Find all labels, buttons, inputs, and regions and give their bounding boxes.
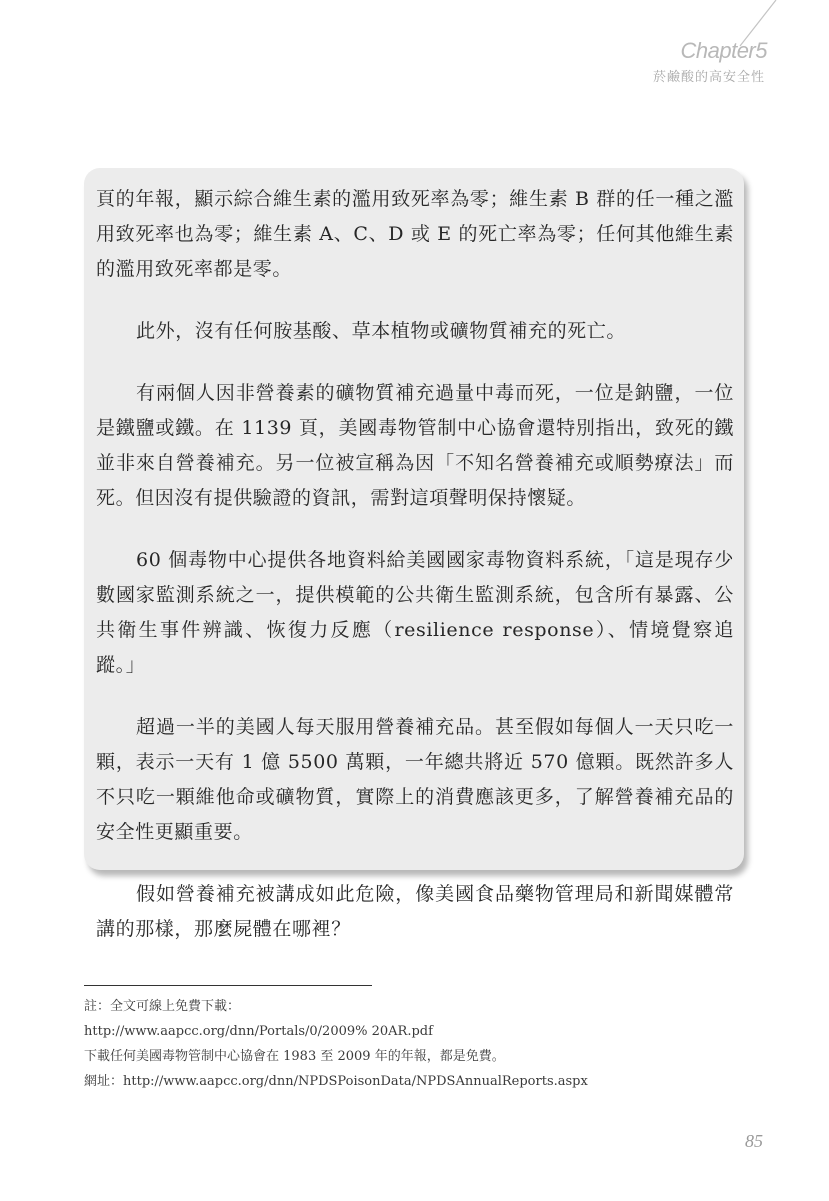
footnotes [84,994,744,1094]
chapter-title: Chapter5 [680,38,767,63]
footnote-link[interactable]: http://www.aapcc.org/dnn/Portals/0/2009% 20AR.pdf [84,1024,433,1039]
footnote-note: 註：全文可線上免費下載： [84,999,241,1014]
paragraph: 60 個毒物中心提供各地資料給美國國家毒物資料系統，「這是現存少數國家監測系統之一，提供模範的公共衛生監測系統，包含所有暴露、公共衛生事件辨識、恢復力反應（resilience response）、情境覺察追蹤。」 [96,549,734,676]
paragraph: 超過一半的美國人每天服用營養補充品。甚至假如每個人一天只吃一顆，表示一天有 1 億 5500 萬顆，一年總共將近 570 億顆。既然許多人不只吃一顆維他命或礦物質，實際上的消費應該更多，了解營養補充品的安全性更顯重要。 [96,716,734,843]
footnote-divider [84,985,372,986]
content-box [84,168,744,940]
page-number: 85 [745,1131,763,1151]
paragraph: 有兩個人因非營養素的礦物質補充過量中毒而死，一位是鈉鹽，一位是鐵鹽或鐵。在 1139 頁，美國毒物管制中心協會還特別指出，致死的鐵並非來自營養補充。另一位被宣稱為因「不知名營養補充或順勢療法」而死。但因沒有提供驗證的資訊，需對這項聲明保持懷疑。 [96,382,734,509]
chapter-subtitle: 菸鹼酸的高安全性 [652,70,765,85]
paragraph: 假如營養補充被講成如此危險，像美國食品藥物管理局和新聞媒體常講的那樣，那麼屍體在哪裡？ [96,883,734,940]
footnote-description: 下載任何美國毒物管制中心協會在 1983 至 2009 年的年報，都是免費。 [84,1049,505,1064]
paragraph-continued: 頁的年報，顯示綜合維生素的濫用致死率為零；維生素 B 群的任一種之濫用致死率也為零；維生素 A、C、D 或 E 的死亡率為零；任何其他維生素的濫用致死率都是零。 [96,188,734,280]
footnote-url[interactable]: 網址：http://www.aapcc.org/dnn/NPDSPoisonData/NPDSAnnualReports.aspx [84,1074,588,1089]
content-box-body [96,182,734,974]
paragraph: 此外，沒有任何胺基酸、草本植物或礦物質補充的死亡。 [136,320,627,342]
